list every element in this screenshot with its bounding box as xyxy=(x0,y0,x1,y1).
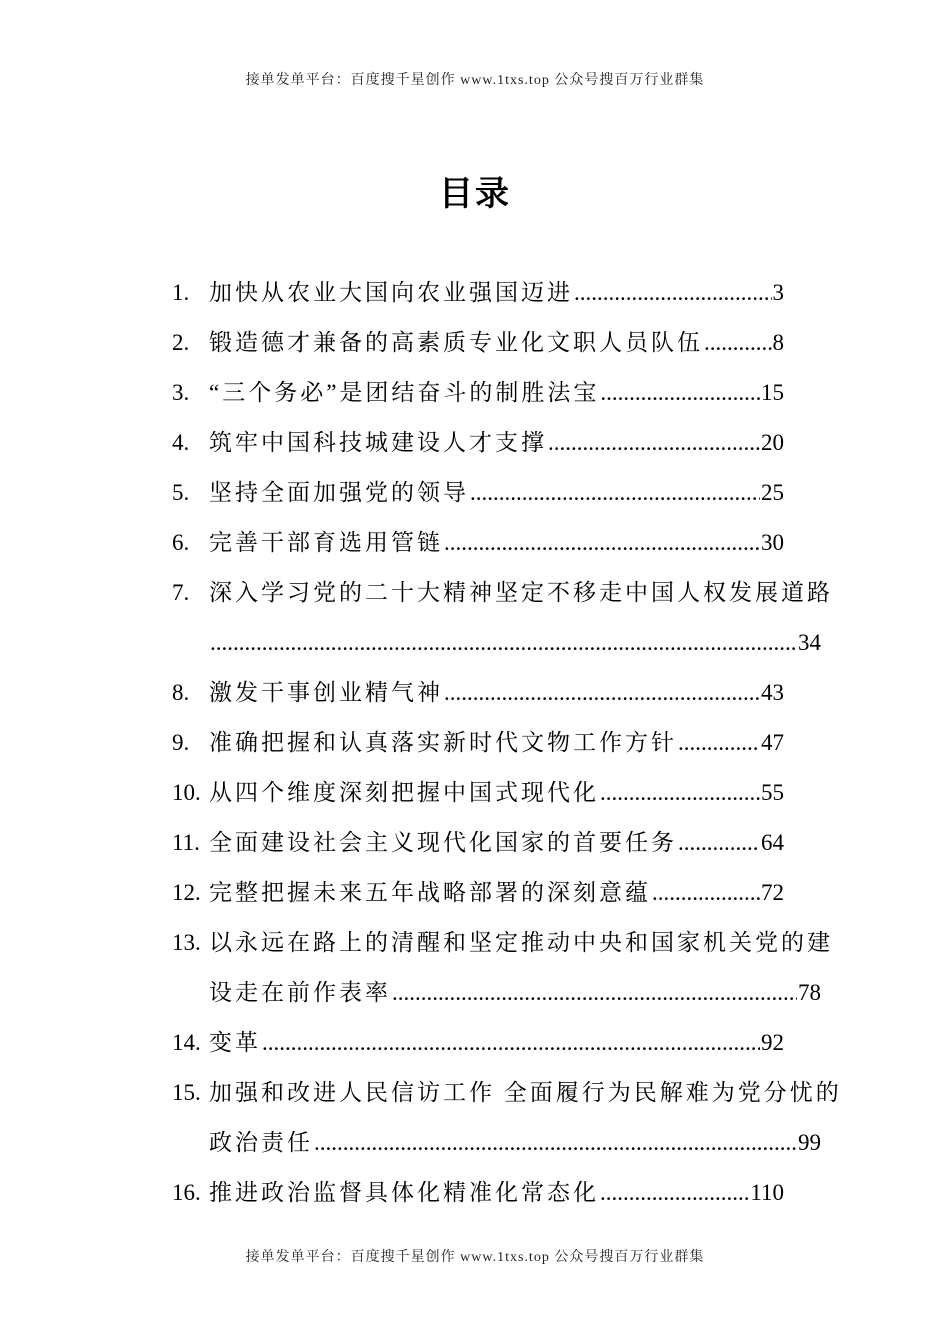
toc-leader-dots xyxy=(600,768,760,818)
toc-entry-number: 5. xyxy=(172,480,190,505)
toc-entry-continuation[interactable] xyxy=(172,618,821,668)
toc-entry-number: 16. xyxy=(172,1180,201,1205)
toc-entry[interactable] xyxy=(172,1018,784,1068)
toc-entry-title: 政治责任 xyxy=(209,1130,313,1155)
toc-page-number: 25 xyxy=(761,480,784,505)
toc-entry-title: 加快从农业大国向农业强国迈进 xyxy=(209,280,573,305)
toc-leader-dots xyxy=(600,368,760,418)
toc-entry-title: 全面建设社会主义现代化国家的首要任务 xyxy=(209,830,677,855)
toc-page-number: 34 xyxy=(798,630,821,655)
toc-page-number: 72 xyxy=(761,880,784,905)
toc-entry-continuation[interactable] xyxy=(172,1118,821,1168)
toc-page-number: 64 xyxy=(761,830,784,855)
toc-entry-number: 14. xyxy=(172,1030,201,1055)
toc-entry-title: 激发干事创业精气神 xyxy=(209,680,443,705)
toc-entry[interactable] xyxy=(172,718,784,768)
toc-entry-title: 锻造德才兼备的高素质专业化文职人员队伍 xyxy=(209,330,703,355)
toc-entry-number: 1. xyxy=(172,280,190,305)
toc-page-number: 47 xyxy=(761,730,784,755)
toc-entry[interactable] xyxy=(172,1068,842,1118)
page-title: 目录 xyxy=(439,176,511,213)
toc-entry-number: 13. xyxy=(172,930,201,955)
toc-page-number: 30 xyxy=(761,530,784,555)
toc-entry-title: 设走在前作表率 xyxy=(209,980,391,1005)
toc-entry-number: 7. xyxy=(172,580,190,605)
toc-entry[interactable] xyxy=(172,418,784,468)
toc-entry-continuation[interactable] xyxy=(172,968,821,1018)
toc-leader-dots xyxy=(392,968,797,1018)
toc-leader-dots xyxy=(652,868,760,918)
toc-entry-title: 变革 xyxy=(209,1030,261,1055)
toc-entry-number: 12. xyxy=(172,880,201,905)
toc-leader-dots xyxy=(444,668,760,718)
table-of-contents xyxy=(172,268,842,1218)
toc-entry-number: 9. xyxy=(172,730,190,755)
toc-leader-dots xyxy=(444,518,760,568)
toc-entry[interactable] xyxy=(172,468,784,518)
toc-page-number: 20 xyxy=(761,430,784,455)
toc-page-number: 8 xyxy=(772,330,784,355)
toc-entry[interactable] xyxy=(172,868,784,918)
toc-page-number: 78 xyxy=(798,980,821,1005)
toc-entry[interactable] xyxy=(172,268,784,318)
toc-page-number: 43 xyxy=(761,680,784,705)
toc-entry-title: 筑牢中国科技城建设人才支撑 xyxy=(209,430,547,455)
toc-leader-dots xyxy=(210,618,797,668)
toc-entry-title: 从四个维度深刻把握中国式现代化 xyxy=(209,780,599,805)
toc-entry-title: 准确把握和认真落实新时代文物工作方针 xyxy=(209,730,677,755)
toc-entry-title: 完善干部育选用管链 xyxy=(209,530,443,555)
toc-leader-dots xyxy=(314,1118,797,1168)
toc-entry-title: 深入学习党的二十大精神坚定不移走中国人权发展道路 xyxy=(209,580,833,605)
toc-entry-title: 加强和改进人民信访工作 全面履行为民解难为党分忧的 xyxy=(209,1080,842,1105)
toc-entry-number: 2. xyxy=(172,330,190,355)
toc-leader-dots xyxy=(574,268,772,318)
toc-entry[interactable] xyxy=(172,668,784,718)
toc-entry[interactable] xyxy=(172,568,832,618)
toc-entry-number: 3. xyxy=(172,380,190,405)
toc-leader-dots xyxy=(262,1018,760,1068)
page-footer: 接单发单平台：百度搜千星创作 www.1txs.top 公众号搜百万行业群集 xyxy=(245,1250,705,1265)
toc-entry-number: 4. xyxy=(172,430,190,455)
toc-page-number: 99 xyxy=(798,1130,821,1155)
toc-leader-dots xyxy=(548,418,760,468)
toc-page-number: 3 xyxy=(772,280,784,305)
toc-entry-number: 6. xyxy=(172,530,190,555)
toc-leader-dots xyxy=(678,818,760,868)
toc-entry[interactable] xyxy=(172,318,784,368)
toc-entry-title: 推进政治监督具体化精准化常态化 xyxy=(209,1180,599,1205)
toc-entry-number: 10. xyxy=(172,780,201,805)
toc-page-number: 92 xyxy=(761,1030,784,1055)
toc-entry-number: 11. xyxy=(172,830,200,855)
toc-entry[interactable] xyxy=(172,768,784,818)
toc-entry[interactable] xyxy=(172,1168,784,1218)
toc-entry-number: 8. xyxy=(172,680,190,705)
toc-leader-dots xyxy=(704,318,772,368)
toc-entry-number: 15. xyxy=(172,1080,201,1105)
toc-leader-dots xyxy=(470,468,760,518)
toc-page-number: 15 xyxy=(761,380,784,405)
toc-leader-dots xyxy=(600,1168,749,1218)
toc-page-number: 110 xyxy=(750,1180,784,1205)
toc-leader-dots xyxy=(678,718,760,768)
toc-page-number: 55 xyxy=(761,780,784,805)
toc-entry[interactable] xyxy=(172,818,784,868)
toc-entry[interactable] xyxy=(172,518,784,568)
toc-entry-title: “三个务必”是团结奋斗的制胜法宝 xyxy=(209,380,600,405)
page-header: 接单发单平台：百度搜千星创作 www.1txs.top 公众号搜百万行业群集 xyxy=(245,73,705,88)
toc-entry-title: 以永远在路上的清醒和坚定推动中央和国家机关党的建 xyxy=(209,930,833,955)
toc-entry-title: 完整把握未来五年战略部署的深刻意蕴 xyxy=(209,880,651,905)
toc-entry-title: 坚持全面加强党的领导 xyxy=(209,480,469,505)
toc-entry[interactable] xyxy=(172,368,784,418)
toc-entry[interactable] xyxy=(172,918,832,968)
